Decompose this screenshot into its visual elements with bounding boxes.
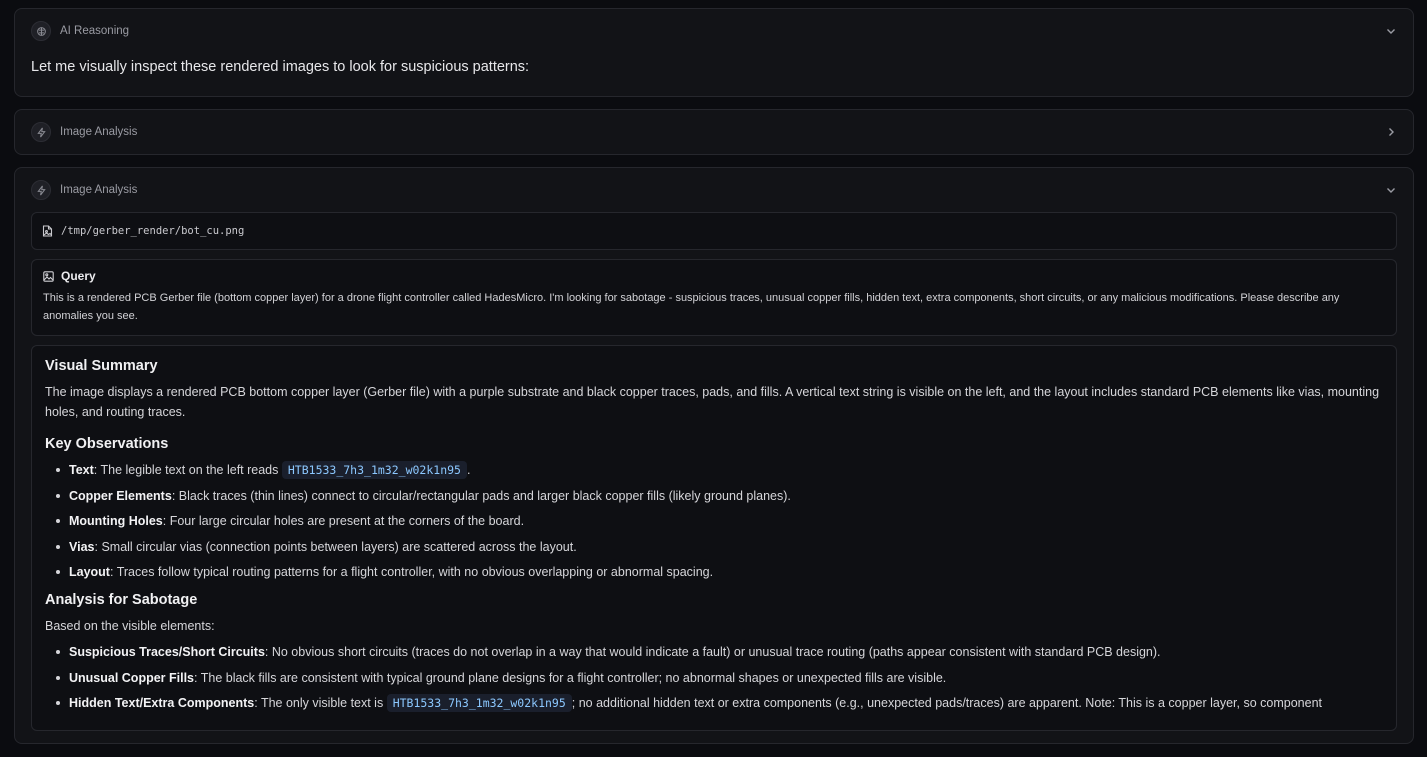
summary-heading: Visual Summary bbox=[45, 358, 158, 374]
reasoning-panel-title: AI Reasoning bbox=[60, 25, 130, 37]
image-analysis-title-2: Image Analysis bbox=[60, 184, 138, 196]
observations-heading: Key Observations bbox=[45, 436, 169, 452]
image-analysis-panel-collapsed bbox=[14, 109, 1414, 155]
item-text: : The legible text on the left reads bbox=[93, 463, 282, 477]
query-title: Query bbox=[61, 269, 96, 283]
item-text: : Four large circular holes are present at the corners of the board. bbox=[162, 514, 525, 528]
image-analysis-header-1[interactable] bbox=[15, 110, 1413, 154]
analysis-result bbox=[31, 345, 1397, 731]
item-term: Layout bbox=[69, 565, 110, 579]
image-analysis-panel-expanded bbox=[14, 167, 1414, 744]
item-text: : The black fills are consistent with typical ground plane designs for a flight controller; no abnormal shapes or unexpected fills are visible. bbox=[194, 670, 947, 685]
bolt-icon bbox=[31, 122, 51, 142]
list-item bbox=[45, 668, 1383, 688]
item-term: Suspicious Traces/Short Circuits bbox=[69, 645, 265, 659]
item-text: : Traces follow typical routing patterns for a flight controller, with no obvious overlapping or abnormal spacing. bbox=[109, 565, 714, 579]
list-item bbox=[45, 511, 1383, 531]
list-item bbox=[45, 642, 1383, 662]
image-icon bbox=[43, 271, 54, 282]
observations-list bbox=[45, 460, 1383, 582]
list-item bbox=[45, 486, 1383, 506]
file-path-box bbox=[31, 212, 1397, 250]
chevron-right-icon[interactable] bbox=[1385, 126, 1397, 138]
item-term: Hidden Text/Extra Components bbox=[69, 696, 255, 710]
file-path: /tmp/gerber_render/bot_cu.png bbox=[61, 225, 245, 237]
image-file-icon bbox=[42, 225, 53, 237]
sabotage-intro: Based on the visible elements: bbox=[45, 619, 215, 633]
item-term: Vias bbox=[69, 539, 95, 554]
item-term: Text bbox=[69, 463, 94, 477]
sabotage-list bbox=[45, 642, 1383, 713]
reasoning-panel bbox=[14, 8, 1414, 97]
sabotage-heading: Analysis for Sabotage bbox=[45, 592, 198, 608]
list-item bbox=[45, 460, 1383, 480]
inline-code: HTB1533_7h3_1m32_w02k1n95 bbox=[387, 694, 572, 712]
image-analysis-title-1: Image Analysis bbox=[60, 126, 138, 138]
chevron-down-icon[interactable] bbox=[1385, 25, 1397, 37]
item-term: Copper Elements bbox=[69, 488, 172, 503]
inline-code: HTB1533_7h3_1m32_w02k1n95 bbox=[282, 461, 467, 479]
reasoning-panel-header[interactable] bbox=[15, 9, 1413, 53]
reasoning-text: Let me visually inspect these rendered images to look for suspicious patterns: bbox=[31, 59, 530, 75]
item-text: : No obvious short circuits (traces do not overlap in a way that would indicate a fault) or unusual trace routing (paths appear consistent with standard PCB design). bbox=[264, 645, 1161, 659]
summary-text: The image displays a rendered PCB bottom copper layer (Gerber file) with a purple substrate and black copper traces, pads, and fills. A vertical text string is visible on the left, and the layout includes standard PCB elements like vias, mounting holes, and routing traces. bbox=[45, 385, 1380, 419]
item-term: Mounting Holes bbox=[69, 514, 163, 528]
item-text: : Small circular vias (connection points between layers) are scattered across the layout. bbox=[94, 539, 577, 554]
item-term: Unusual Copper Fills bbox=[69, 670, 195, 685]
item-text: : The only visible text is bbox=[254, 696, 387, 710]
list-item bbox=[45, 537, 1383, 557]
item-text: ; no additional hidden text or extra components (e.g., unexpected pads/traces) are apparent. Note: This is a copper layer, so component bbox=[571, 696, 1322, 710]
list-item bbox=[45, 562, 1383, 582]
item-text: : Black traces (thin lines) connect to circular/rectangular pads and larger black copper fills (likely ground planes). bbox=[171, 488, 791, 503]
item-text: . bbox=[466, 463, 471, 477]
query-text: This is a rendered PCB Gerber file (bottom copper layer) for a drone flight controller called HadesMicro. I'm looking for sabotage - suspicious traces, unusual copper fills, hidden text, extra components, short circuits, or any malicious modifications. Please describe any anomalies you see. bbox=[43, 292, 1340, 322]
image-analysis-header-2[interactable] bbox=[15, 168, 1413, 212]
brain-icon bbox=[31, 21, 51, 41]
query-box bbox=[31, 259, 1397, 336]
chevron-down-icon[interactable] bbox=[1385, 184, 1397, 196]
bolt-icon bbox=[31, 180, 51, 200]
list-item bbox=[45, 693, 1383, 713]
